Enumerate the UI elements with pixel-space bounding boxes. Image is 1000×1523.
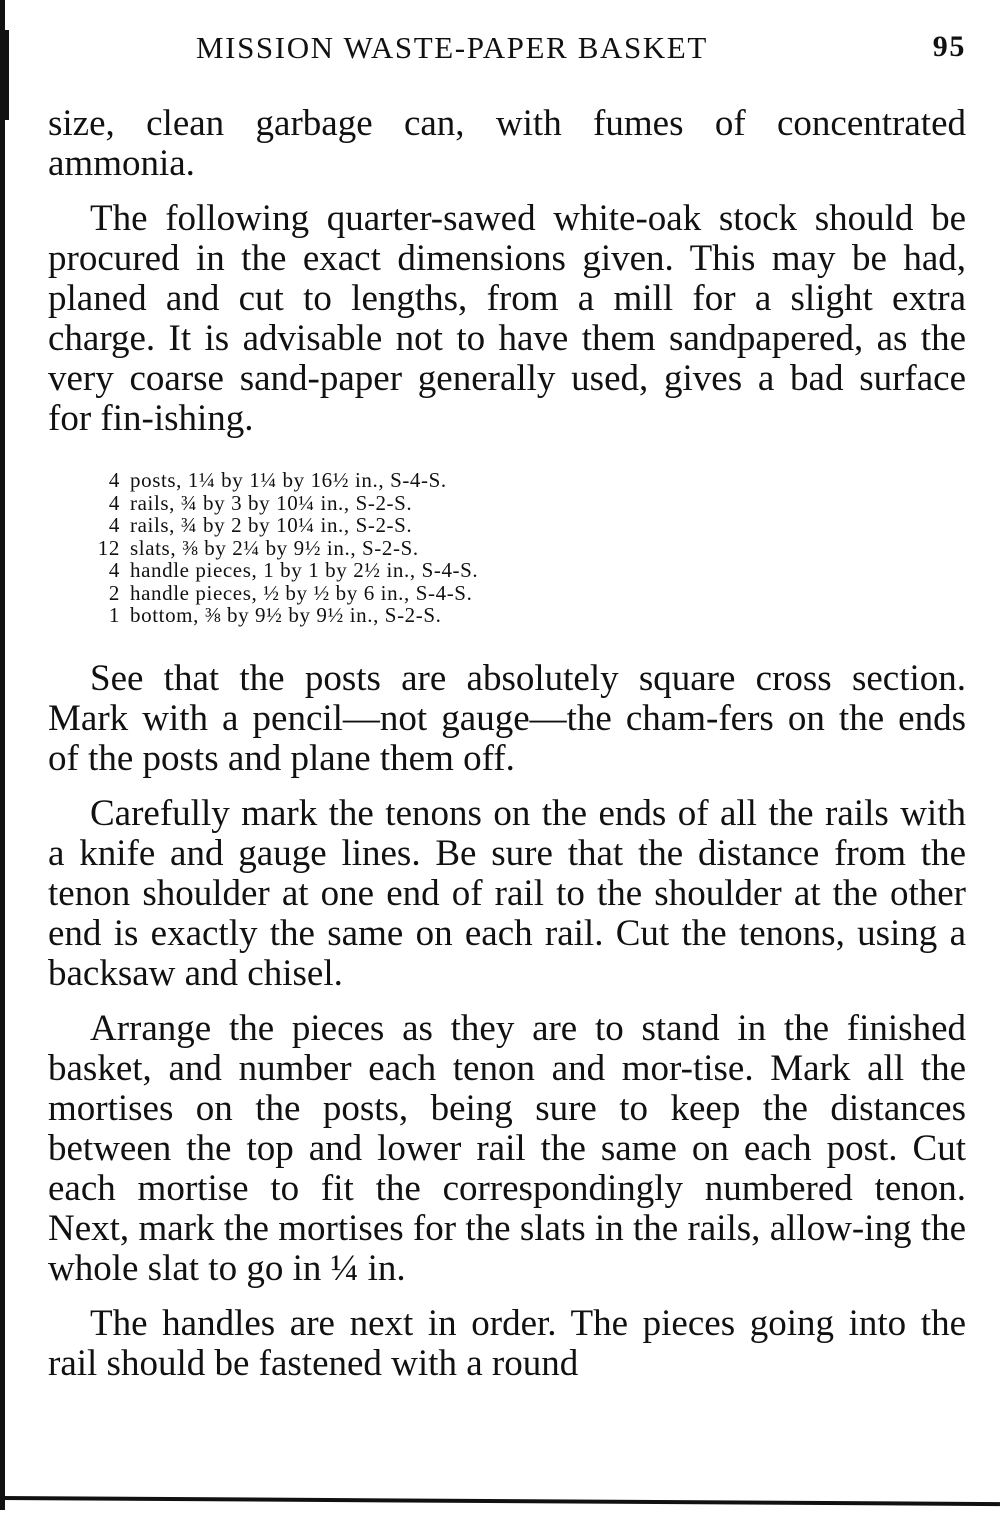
- page-number: 95: [932, 30, 966, 63]
- paragraph: The handles are next in order. The pieces going into the rail should be fastened with a round: [48, 1302, 966, 1384]
- list-item: [48, 537, 966, 560]
- stock-quantity: 4: [108, 490, 120, 515]
- stock-quantity: 4: [108, 513, 120, 537]
- list-item: [48, 604, 966, 627]
- stock-description: posts, 1¼ by 1¼ by 16½ in., S-4-S.: [130, 468, 447, 492]
- paragraph: Carefully mark the tenons on the ends of all the rails with a knife and gauge lines. Be sure that the distance from the tenon shoulder at one end of rail to the shoulder at the other end is exactly the same on each rail. Cut the tenons, using a backsaw and chisel.: [48, 792, 966, 994]
- stock-description: rails, ¾ by 3 by 10¼ in., S-2-S.: [130, 490, 413, 515]
- paragraph: Arrange the pieces as they are to stand in the finished basket, and number each tenon and mor-tise. Mark all the mortises on the posts, being sure to keep the distances between the top and lower rail the same on each post. Cut each mortise to fit the correspondingly numbered tenon. Next, mark the mortises for the slats in the rails, allow-ing the whole slat to go in ¼ in.: [48, 1007, 966, 1289]
- stock-quantity: 4: [108, 468, 120, 492]
- paragraph: size, clean garbage can, with fumes of concentrated ammonia.: [48, 103, 966, 184]
- stock-description: handle pieces, ½ by ½ by 6 in., S-4-S.: [130, 580, 473, 605]
- paragraph: The following quarter-sawed white-oak stock should be procured in the exact dimensions given. This may be had, planed and cut to lengths, from a mill for a slight extra charge. It is advisable not to have them sandpapered, as the very coarse sand-paper generally used, gives a bad surface for fin-ishing.: [48, 198, 966, 439]
- running-title: MISSION WASTE-PAPER BASKET: [196, 30, 708, 65]
- stock-quantity: 2: [108, 580, 120, 605]
- left-page-edge-mark: [0, 30, 9, 120]
- left-page-edge: [0, 0, 5, 1510]
- running-header: [196, 30, 966, 76]
- stock-quantity: 4: [108, 558, 120, 582]
- list-item: [48, 559, 966, 582]
- stock-description: slats, ⅜ by 2¼ by 9½ in., S-2-S.: [130, 535, 419, 560]
- stock-description: rails, ¾ by 2 by 10¼ in., S-2-S.: [130, 513, 413, 537]
- list-item: [48, 469, 966, 492]
- list-item: [48, 492, 966, 515]
- stock-quantity: 1: [108, 603, 120, 627]
- stock-description: bottom, ⅜ by 9½ by 9½ in., S-2-S.: [130, 603, 442, 627]
- stock-description: handle pieces, 1 by 1 by 2½ in., S-4-S.: [130, 558, 479, 582]
- list-item: [48, 582, 966, 605]
- stock-quantity: 12: [97, 535, 120, 560]
- list-item: [48, 514, 966, 537]
- stock-list: [48, 469, 966, 627]
- page-body: [48, 104, 966, 1384]
- bottom-page-edge: [0, 1496, 1000, 1506]
- paragraph: See that the posts are absolutely square cross section. Mark with a pencil—not gauge—the cham-fers on the ends of the posts and plane them off.: [48, 657, 966, 779]
